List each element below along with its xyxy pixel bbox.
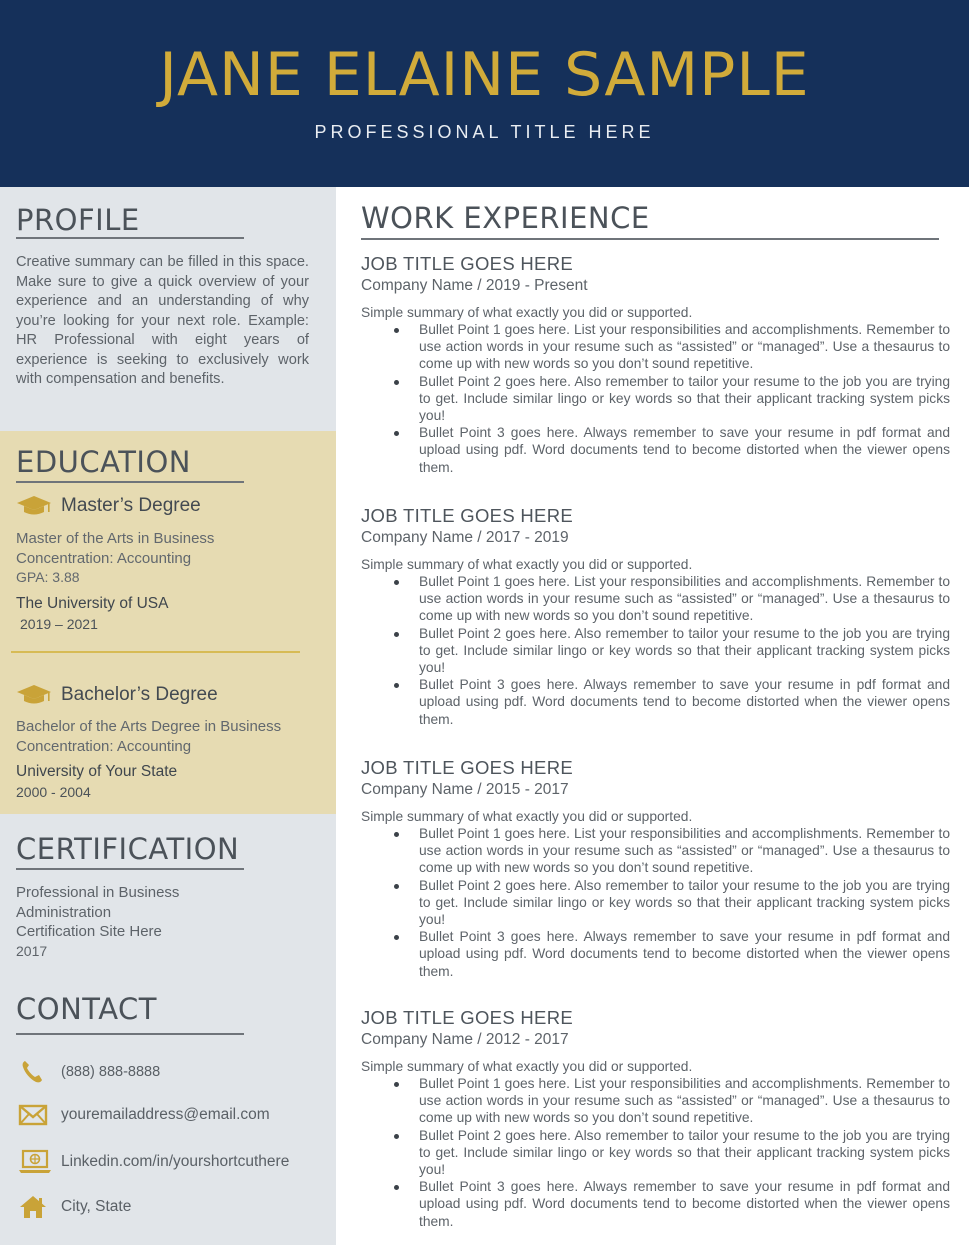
professional-title: PROFESSIONAL TITLE HERE [314,122,655,142]
degree-concentration: Concentration: Accounting [16,549,192,567]
job-company: Company Name / 2017 - 2019 [361,529,569,546]
job-bullet: Bullet Point 2 goes here. Also remember to tailor your resume to the job you are trying to get. Include similar lingo or key words so that their applicant tracking system picks you! [361,373,951,425]
degree-field: Bachelor of the Arts Degree in Business [16,718,282,735]
degree-field: Master of the Arts in Business [16,530,215,547]
contact-phone [18,1058,160,1086]
job-bullets [361,825,951,980]
job-bullet: Bullet Point 2 goes here. Also remember to tailor your resume to the job you are trying to get. Include similar lingo or key words so that their applicant tracking system picks you! [361,625,951,677]
job-bullet: Bullet Point 1 goes here. List your responsibilities and accomplishments. Remember to use action words in your resume such as “assisted” or “managed”. Use a thesaurus to come up with new words so you don’t sound repetitive. [361,573,951,625]
contact-linkedin [18,1148,289,1176]
job-bullet: Bullet Point 3 goes here. Always remember to save your resume in pdf format and upload using pdf. Word documents tend to become distorted when the viewer opens them. [361,424,951,476]
school-years: 2019 – 2021 [20,615,98,632]
certification-line: Certification Site Here [16,923,162,940]
certification-contact-band [0,814,336,1245]
profile-rule [16,237,244,239]
job-bullet: Bullet Point 3 goes here. Always remember to save your resume in pdf format and upload using pdf. Word documents tend to become distorted when the viewer opens them. [361,676,951,728]
certification-rule [16,868,244,870]
phone-icon [18,1058,52,1086]
job-title: JOB TITLE GOES HERE [361,505,573,526]
profile-summary: Creative summary can be filled in this space. Make sure to give a quick overview of your experience and an understanding of why you’re looking for your next role. Example: HR Professional with eight years of experience is seeking to exclusively work with compensation and benefits. [16,254,309,387]
school-years: 2000 - 2004 [16,784,91,800]
phone-number: (888) 888-8888 [61,1064,161,1080]
education-entry-masters [16,492,316,634]
degree-concentration: Concentration: Accounting [16,737,192,755]
job-bullet: Bullet Point 1 goes here. List your responsibilities and accomplishments. Remember to use action words in your resume such as “assisted” or “managed”. Use a thesaurus to come up with new words so you don’t sound repetitive. [361,1075,951,1127]
degree-gpa: GPA: 3.88 [16,569,80,585]
job-title: JOB TITLE GOES HERE [361,253,573,274]
contact-heading: CONTACT [16,992,158,1026]
sidebar [0,187,336,1245]
work-experience-rule [361,238,939,240]
job-entry [361,505,951,728]
home-icon [18,1193,52,1221]
certification-heading: CERTIFICATION [16,832,240,866]
laptop-globe-icon [18,1148,52,1176]
job-bullet: Bullet Point 3 goes here. Always remember to save your resume in pdf format and upload using pdf. Word documents tend to become distorted when the viewer opens them. [361,1178,951,1230]
education-entry-bachelors [16,681,316,802]
work-experience-heading: WORK EXPERIENCE [361,201,650,235]
certification-year: 2017 [16,942,48,959]
certification-details [16,883,179,961]
school-name: University of Your State [16,763,178,780]
resume-header [0,0,969,187]
job-company: Company Name / 2015 - 2017 [361,781,569,798]
education-divider [11,651,300,653]
job-bullet: Bullet Point 1 goes here. List your responsibilities and accomplishments. Remember to use action words in your resume such as “assisted” or “managed”. Use a thesaurus to come up with new words so you don’t sound repetitive. [361,825,951,877]
education-heading: EDUCATION [16,445,192,479]
job-summary: Simple summary of what exactly you did or supported. [361,557,693,572]
job-bullet: Bullet Point 1 goes here. List your responsibilities and accomplishments. Remember to use action words in your resume such as “assisted” or “managed”. Use a thesaurus to come up with new words so you don’t sound repetitive. [361,321,951,373]
job-bullets [361,1075,951,1230]
email-icon [18,1101,52,1129]
contact-location [18,1193,131,1221]
job-bullet: Bullet Point 2 goes here. Also remember to tailor your resume to the job you are trying to get. Include similar lingo or key words so that their applicant tracking system picks you! [361,1127,951,1179]
job-entry [361,757,951,980]
contact-email [18,1101,270,1129]
job-bullets [361,573,951,728]
job-bullet: Bullet Point 2 goes here. Also remember to tailor your resume to the job you are trying to get. Include similar lingo or key words so that their applicant tracking system picks you! [361,877,951,929]
certification-line: Professional in Business [16,884,180,901]
contact-rule [16,1033,244,1035]
graduation-cap-icon [16,684,52,706]
job-summary: Simple summary of what exactly you did or supported. [361,1059,693,1074]
job-entry [361,253,951,476]
degree-title: Master’s Degree [61,495,201,516]
profile-heading: PROFILE [16,203,140,237]
linkedin-url[interactable]: Linkedin.com/in/yourshortcuthere [61,1153,290,1170]
job-entry [361,1007,951,1230]
email-address[interactable]: youremailaddress@email.com [61,1106,270,1123]
job-title: JOB TITLE GOES HERE [361,1007,573,1028]
graduation-cap-icon [16,495,52,517]
school-name: The University of USA [16,594,169,612]
job-summary: Simple summary of what exactly you did or supported. [361,305,693,320]
certification-line: Administration [16,903,112,921]
job-company: Company Name / 2012 - 2017 [361,1031,569,1048]
job-bullet: Bullet Point 3 goes here. Always remember to save your resume in pdf format and upload using pdf. Word documents tend to become distorted when the viewer opens them. [361,928,951,980]
job-title: JOB TITLE GOES HERE [361,757,573,778]
education-rule [16,481,244,483]
job-company: Company Name / 2019 - Present [361,277,588,294]
candidate-name: JANE ELAINE SAMPLE [159,40,810,110]
job-summary: Simple summary of what exactly you did or supported. [361,809,693,824]
degree-title: Bachelor’s Degree [61,684,218,705]
job-bullets [361,321,951,476]
location: City, State [61,1198,132,1215]
